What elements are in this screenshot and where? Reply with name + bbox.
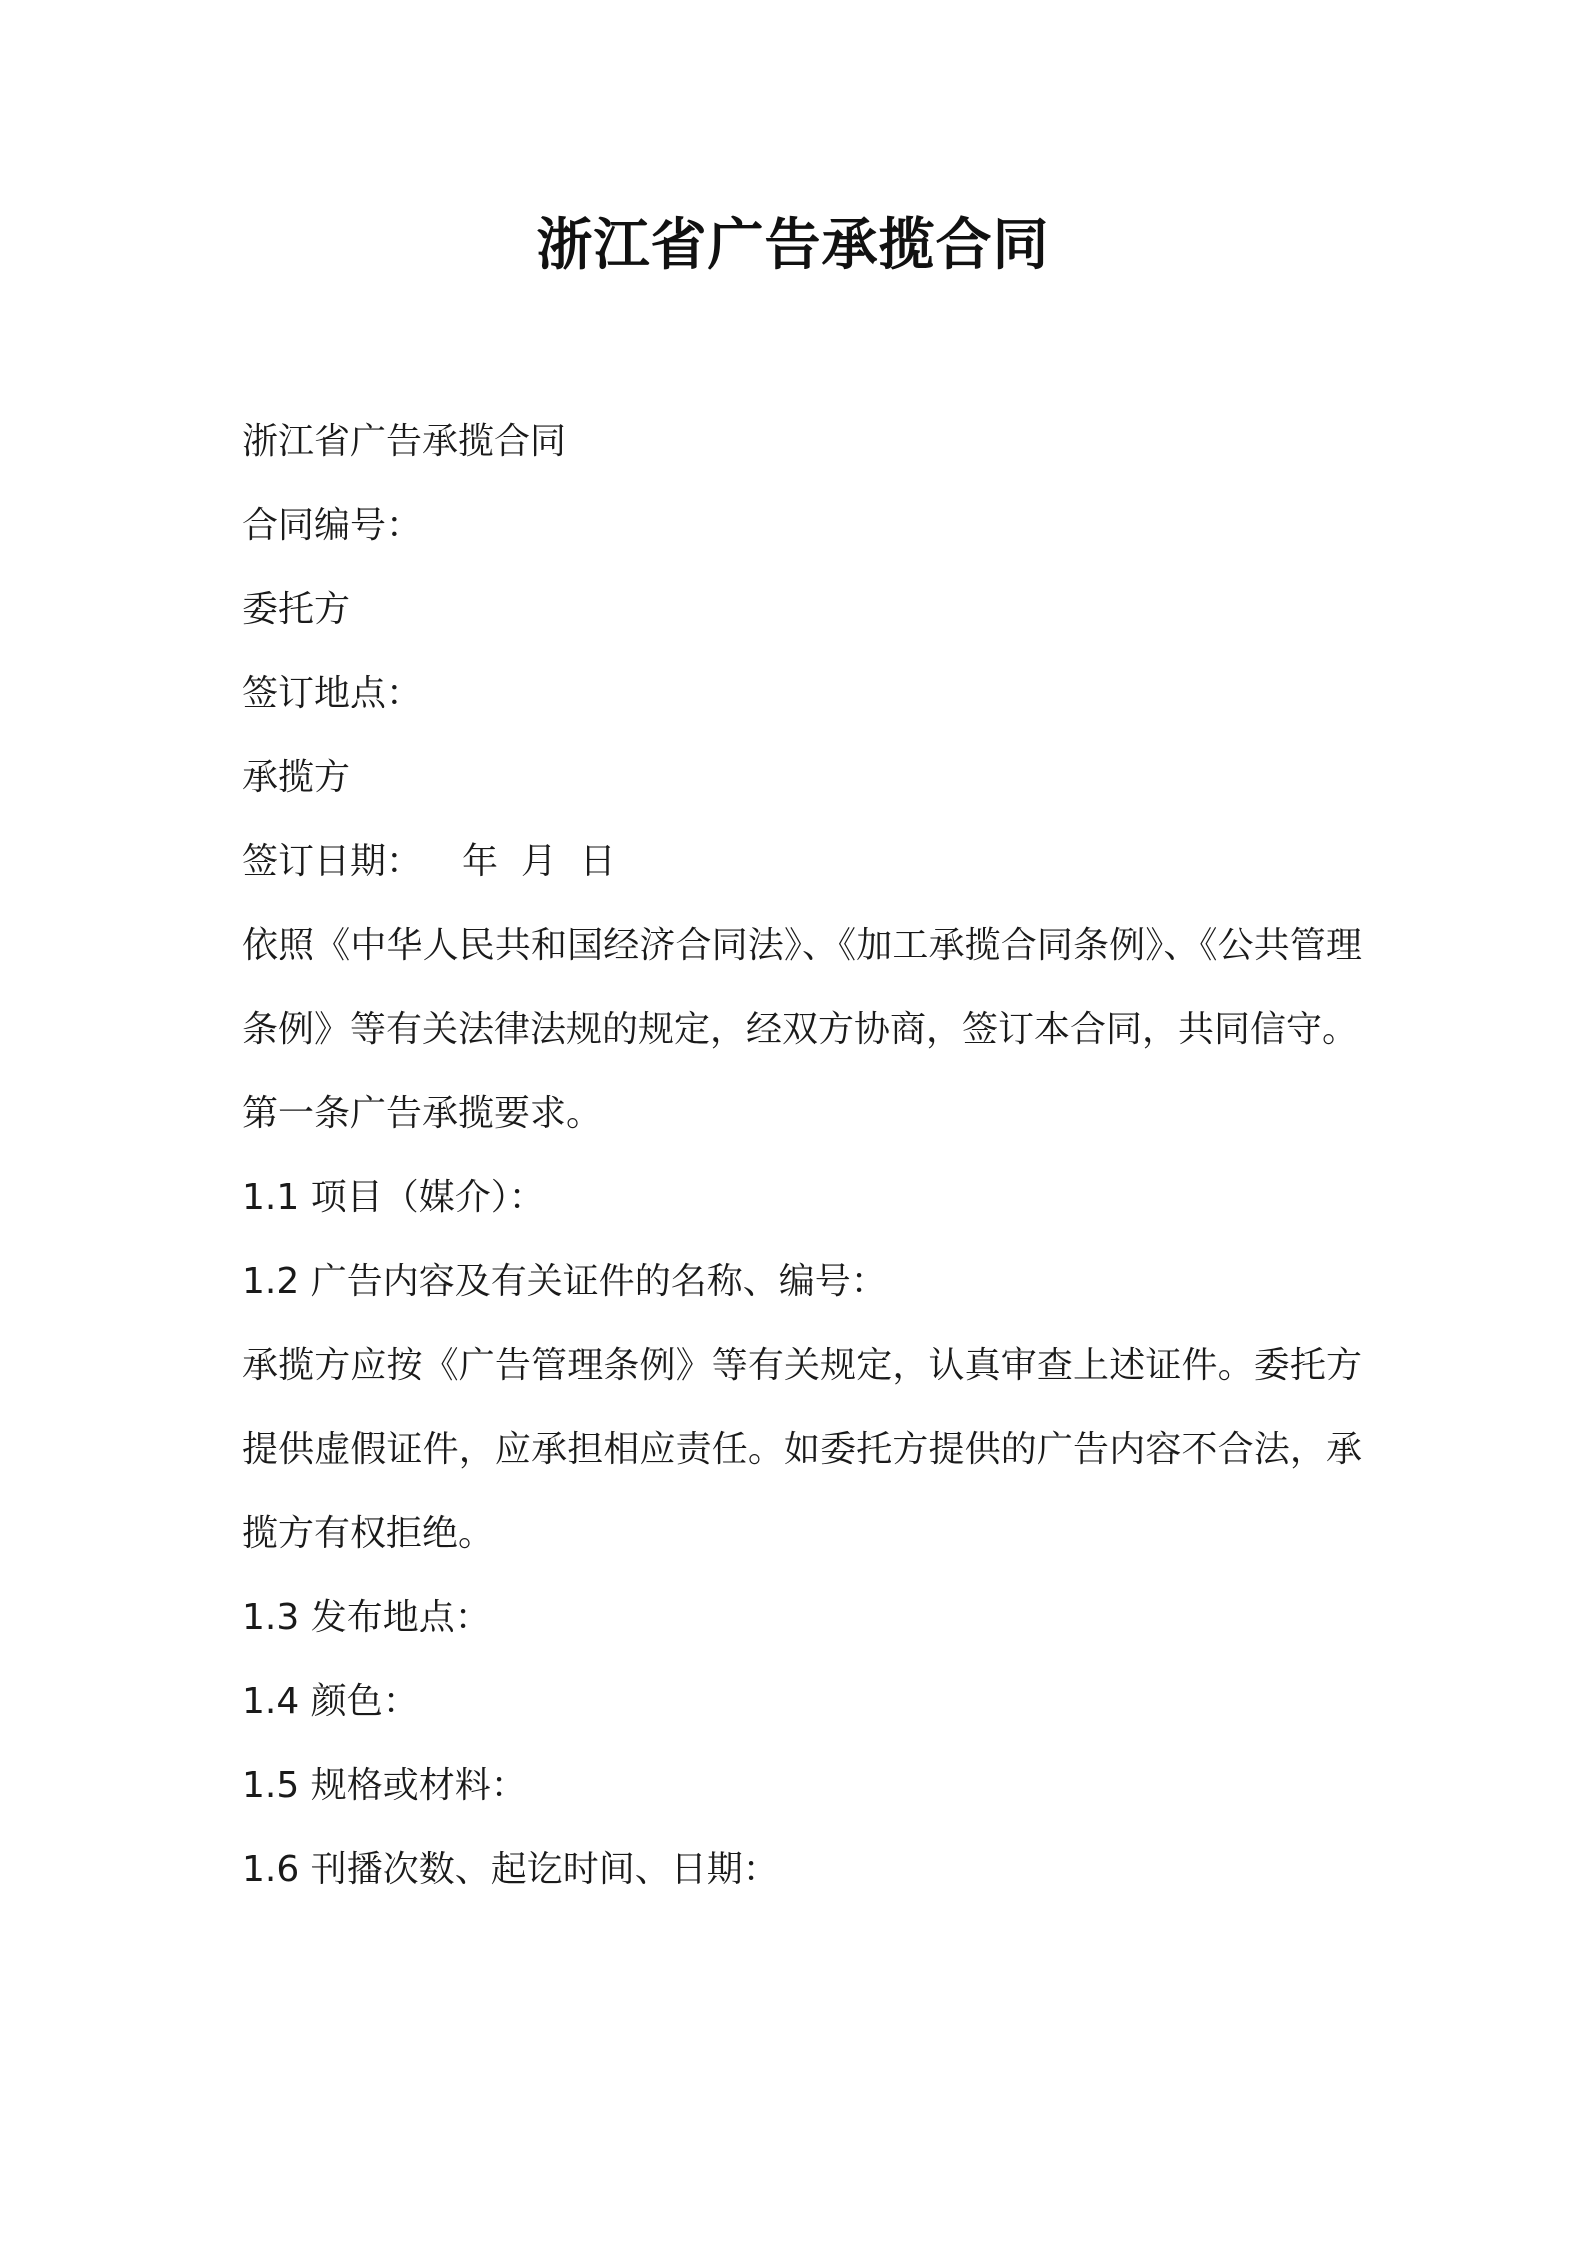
sign-date-line <box>242 820 1362 904</box>
sign-place-label: 签订地点： <box>242 673 423 714</box>
sign-date-label: 签订日期： <box>242 841 423 882</box>
preamble-paragraph: 依照《中华人民共和国经济合同法》、《加工承揽合同条例》、《公共管理条例》等有关法律法规的规定，经双方协商，签订本合同，共同信守。 <box>242 925 1362 1050</box>
contract-heading: 浙江省广告承揽合同 <box>242 421 567 462</box>
item-1-4: 1.4 颜色： <box>242 1681 419 1722</box>
document-title: 浙江省广告承揽合同 <box>536 213 1050 278</box>
sign-date-value: 年 月 日 <box>462 841 616 882</box>
item-1-6: 1.6 刊播次数、起讫时间、日期： <box>242 1849 779 1890</box>
article-1-title: 第一条广告承揽要求。 <box>242 1093 603 1134</box>
contractor-label: 承揽方 <box>242 757 351 798</box>
item-1-5: 1.5 规格或材料： <box>242 1765 527 1806</box>
client-label: 委托方 <box>242 589 351 630</box>
item-1-3: 1.3 发布地点： <box>242 1597 491 1638</box>
review-paragraph: 承揽方应按《广告管理条例》等有关规定，认真审查上述证件。委托方提供虚假证件，应承担相应责任。如委托方提供的广告内容不合法，承揽方有权拒绝。 <box>242 1345 1362 1554</box>
document-body <box>242 400 1362 1912</box>
item-1-2: 1.2 广告内容及有关证件的名称、编号： <box>242 1261 887 1302</box>
item-1-1: 1.1 项目（媒介）： <box>242 1177 545 1218</box>
contract-number-label: 合同编号： <box>242 505 423 546</box>
